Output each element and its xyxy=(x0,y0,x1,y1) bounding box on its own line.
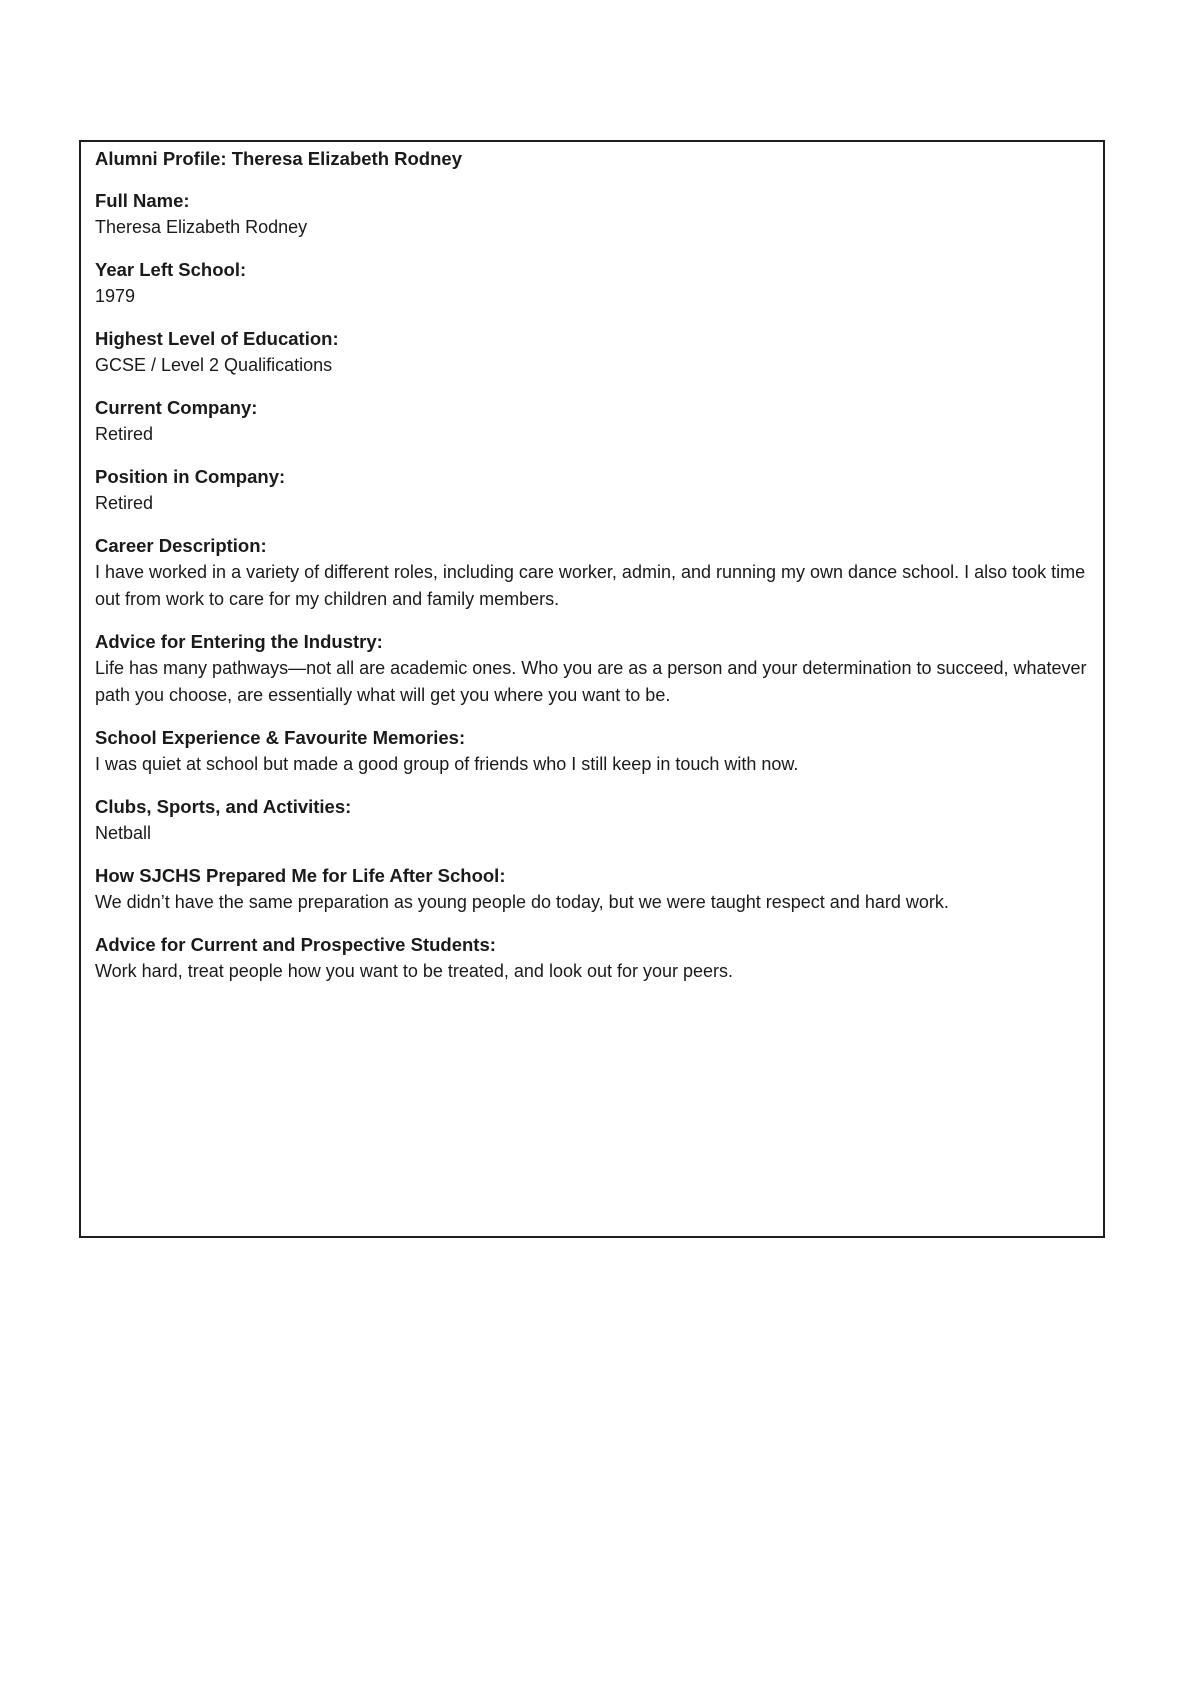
section-current-company xyxy=(95,394,1089,448)
section-sjchs-preparation xyxy=(95,862,1089,916)
section-label: Advice for Current and Prospective Students: xyxy=(95,934,496,955)
section-value: We didn’t have the same preparation as young people do today, but we were taught respect and hard work. xyxy=(95,892,949,912)
section-label: Current Company: xyxy=(95,397,258,418)
section-value: Theresa Elizabeth Rodney xyxy=(95,217,308,237)
section-label: Advice for Entering the Industry: xyxy=(95,631,383,652)
section-value: I was quiet at school but made a good group of friends who I still keep in touch with now. xyxy=(95,754,799,774)
section-label: Position in Company: xyxy=(95,466,286,487)
section-highest-education xyxy=(95,325,1089,379)
section-label: How SJCHS Prepared Me for Life After School: xyxy=(95,865,506,886)
section-value: Netball xyxy=(95,823,152,843)
section-label: School Experience & Favourite Memories: xyxy=(95,727,466,748)
section-value: I have worked in a variety of different roles, including care worker, admin, and running my own dance school. I also took time out from work to care for my children and family members. xyxy=(95,562,1086,609)
section-school-experience xyxy=(95,724,1089,778)
section-label: Full Name: xyxy=(95,190,190,211)
section-clubs-sports-activities xyxy=(95,793,1089,847)
section-value: Work hard, treat people how you want to be treated, and look out for your peers. xyxy=(95,961,734,981)
alumni-profile-document xyxy=(79,140,1105,1238)
section-value: Retired xyxy=(95,424,154,444)
section-label: Clubs, Sports, and Activities: xyxy=(95,796,352,817)
section-advice-current-students xyxy=(95,931,1089,985)
section-label: Highest Level of Education: xyxy=(95,328,339,349)
section-value: 1979 xyxy=(95,286,136,306)
section-career-description xyxy=(95,532,1089,613)
section-value: Retired xyxy=(95,493,154,513)
section-value: GCSE / Level 2 Qualifications xyxy=(95,355,333,375)
section-full-name xyxy=(95,187,1089,241)
page-title: Alumni Profile: Theresa Elizabeth Rodney xyxy=(95,148,462,169)
section-label: Career Description: xyxy=(95,535,267,556)
section-year-left-school xyxy=(95,256,1089,310)
section-value: Life has many pathways—not all are academic ones. Who you are as a person and your determination to succeed, whatever path you choose, are essentially what will get you where you want to be. xyxy=(95,658,1087,705)
section-position-in-company xyxy=(95,463,1089,517)
section-label: Year Left School: xyxy=(95,259,247,280)
section-advice-entering-industry xyxy=(95,628,1089,709)
